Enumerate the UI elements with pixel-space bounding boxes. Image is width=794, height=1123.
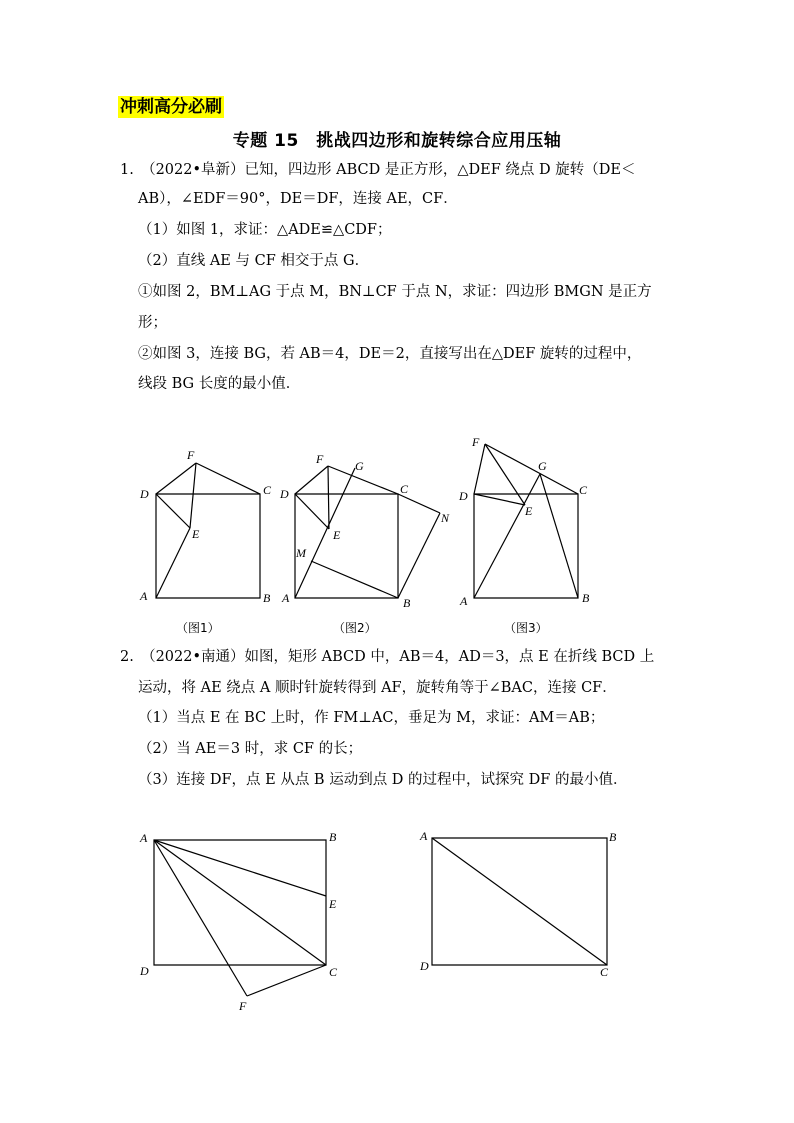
p2-line-1: 2. （2022•南通）如图，矩形 ABCD 中，AB＝4，AD＝3，点 E 在折线 BCD 上 xyxy=(120,649,655,665)
fig3-label-c: C xyxy=(579,483,588,497)
fig2-label-n: N xyxy=(441,511,450,525)
fig3-label-d: D xyxy=(459,489,468,503)
fig1-label-d: D xyxy=(140,487,149,501)
figure-rect-left xyxy=(139,830,338,1013)
fig3-line-de xyxy=(474,494,525,505)
fig1-label-e: E xyxy=(192,527,200,541)
fig1-line-ae xyxy=(156,528,190,598)
figA-line-ae xyxy=(154,840,326,896)
fig2-line-bm xyxy=(311,561,398,598)
fig2-line-df xyxy=(295,466,328,494)
fig2-label-g: G xyxy=(355,459,364,473)
fig3-label-f: F xyxy=(472,435,480,449)
fig2-caption: （图2） xyxy=(333,621,377,635)
fig3-line-fe xyxy=(485,444,525,505)
figB-label-d: D xyxy=(420,959,429,973)
fig1-line-fc xyxy=(196,463,260,494)
fig1-label-f: F xyxy=(187,448,195,462)
section-tag: 冲刺高分必刷 xyxy=(120,97,222,117)
fig3-label-b: B xyxy=(582,591,590,605)
fig1-label-a: A xyxy=(140,589,148,603)
fig2-line-cn xyxy=(398,494,440,513)
figB-label-c: C xyxy=(600,965,609,979)
figB-label-b: B xyxy=(609,830,617,844)
fig2-line-de xyxy=(295,494,329,529)
figA-label-e: E xyxy=(329,897,337,911)
fig2-label-b: B xyxy=(403,596,411,610)
p2-line-4: （2）当 AE＝3 时，求 CF 的长； xyxy=(138,741,363,757)
p2-line-5: （3）连接 DF，点 E 从点 B 运动到点 D 的过程中，试探究 DF 的最小值． xyxy=(138,772,628,788)
fig1-label-c: C xyxy=(263,483,272,497)
fig1-line-fe xyxy=(190,463,196,528)
fig2-label-c: C xyxy=(400,482,409,496)
figB-label-a: A xyxy=(420,829,428,843)
fig3-label-a: A xyxy=(460,594,468,608)
fig3-caption: （图3） xyxy=(504,621,548,635)
fig3-line-df xyxy=(474,444,485,494)
figA-label-c: C xyxy=(329,965,338,979)
fig3-line-ag xyxy=(474,474,540,598)
figA-label-a: A xyxy=(140,831,148,845)
fig2-line-fe xyxy=(328,466,329,529)
fig3-label-e: E xyxy=(525,504,533,518)
fig3-line-fc xyxy=(485,444,578,494)
fig3-line-gb xyxy=(540,474,578,598)
figB-line-ac xyxy=(432,838,607,965)
p1-line-8: 线段 BG 长度的最小值． xyxy=(138,376,301,392)
fig2-line-ag xyxy=(295,468,355,598)
fig2-label-m: M xyxy=(296,546,306,560)
figA-line-af xyxy=(154,840,247,996)
fig3-label-g: G xyxy=(538,459,547,473)
fig1-line-df xyxy=(156,463,196,494)
p1-line-1: 1. （2022•阜新）已知，四边形 ABCD 是正方形，△DEF 绕点 D 旋转（DE＜ xyxy=(120,162,636,178)
page-title: 专题 15 挑战四边形和旋转综合应用压轴 xyxy=(232,131,562,151)
figA-label-b: B xyxy=(329,830,337,844)
figA-label-f: F xyxy=(239,999,247,1013)
fig1-line-de xyxy=(156,494,190,528)
figure-rect-right xyxy=(419,829,617,979)
problem1-figures xyxy=(130,430,610,640)
fig2-label-e: E xyxy=(333,528,341,542)
p1-line-5: ①如图 2，BM⊥AG 于点 M，BN⊥CF 于点 N，求证：四边形 BMGN 是正方 xyxy=(138,284,652,300)
p1-line-4: （2）直线 AE 与 CF 相交于点 G． xyxy=(138,253,370,269)
fig2-label-f: F xyxy=(316,452,324,466)
p1-line-3: （1）如图 1，求证：△ADE≌△CDF； xyxy=(138,222,392,238)
p1-line-6: 形； xyxy=(138,315,167,331)
figA-label-d: D xyxy=(140,964,149,978)
figA-line-fc xyxy=(247,965,326,996)
fig1-label-b: B xyxy=(263,591,271,605)
fig2-label-a: A xyxy=(282,591,290,605)
figure-3 xyxy=(458,435,590,635)
p2-line-3: （1）当点 E 在 BC 上时，作 FM⊥AC，垂足为 M，求证：AM＝AB； xyxy=(138,710,605,726)
p1-line-2: AB），∠EDF＝90°，DE＝DF，连接 AE，CF． xyxy=(138,191,458,207)
figA-line-ac xyxy=(154,840,326,965)
p2-line-2: 运动，将 AE 绕点 A 顺时针旋转得到 AF，旋转角等于∠BAC，连接 CF． xyxy=(138,680,617,696)
figure-2 xyxy=(279,452,450,635)
fig2-label-d: D xyxy=(280,487,289,501)
p1-line-7: ②如图 3，连接 BG，若 AB＝4，DE＝2，直接写出在△DEF 旋转的过程中， xyxy=(138,346,642,362)
fig2-line-nb xyxy=(398,513,440,598)
fig1-caption: （图1） xyxy=(176,621,220,635)
figure-1 xyxy=(139,448,272,635)
problem2-figures xyxy=(130,820,630,1020)
